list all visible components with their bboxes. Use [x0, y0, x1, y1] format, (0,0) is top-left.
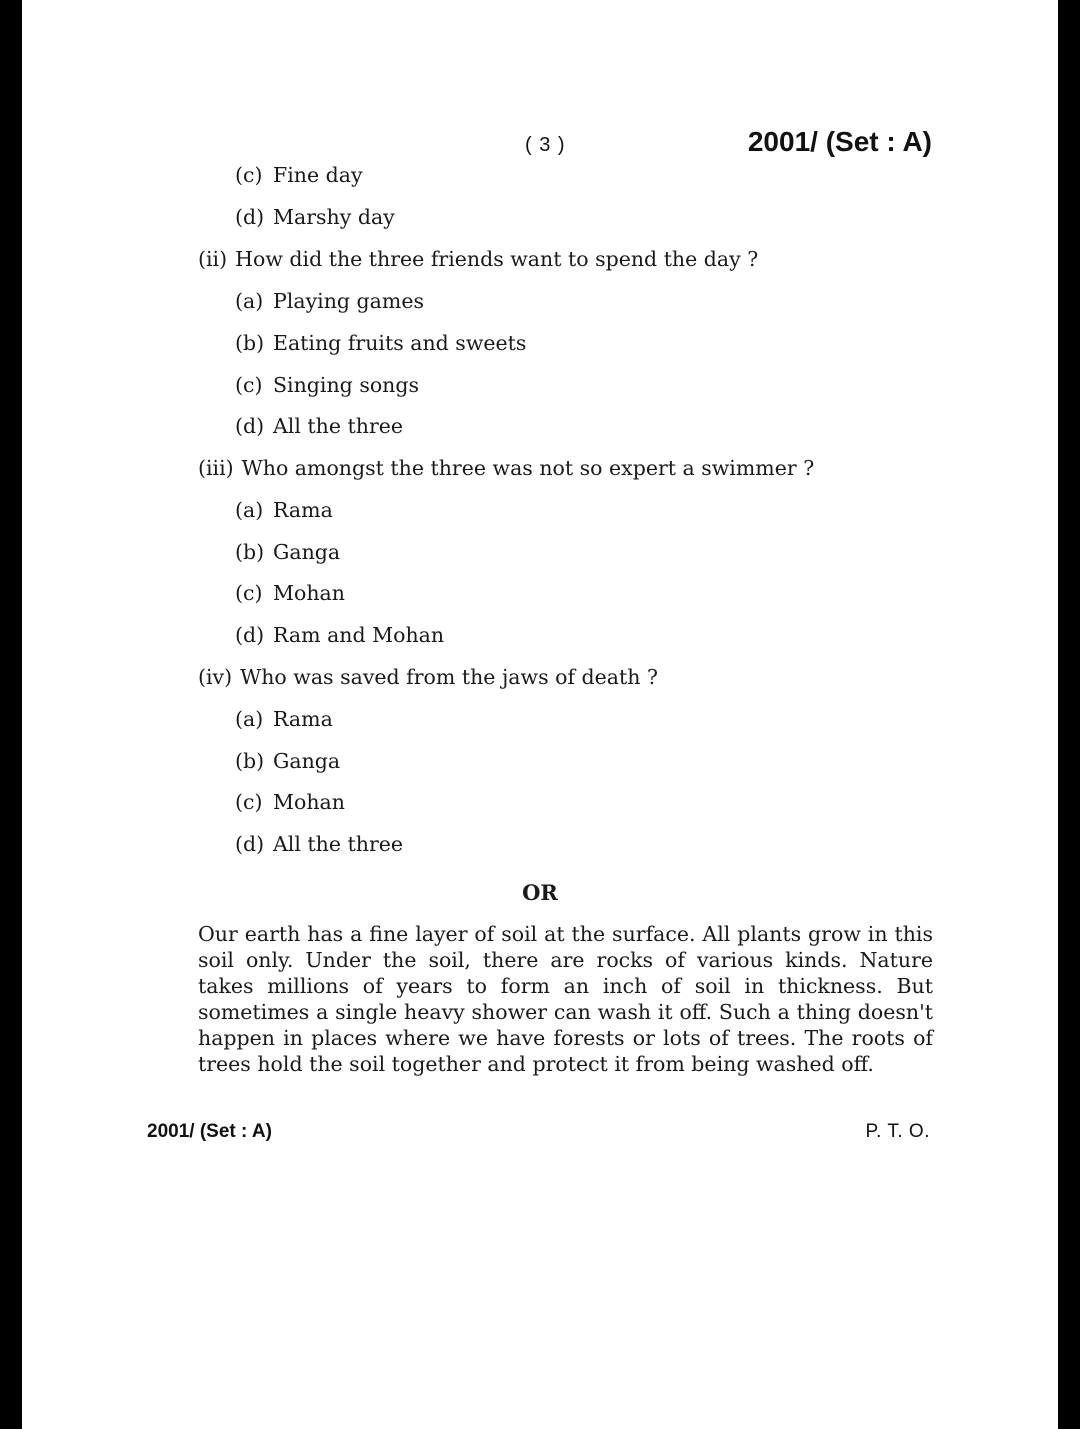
option-label: (d)	[235, 623, 265, 647]
option-line	[235, 832, 403, 856]
option-line	[235, 373, 419, 397]
option-text: Rama	[273, 707, 333, 731]
option-line	[235, 498, 333, 522]
option-text: All the three	[273, 414, 404, 438]
footer-set-code: 2001/ (Set : A)	[147, 1121, 272, 1142]
option-text: Ganga	[273, 540, 341, 564]
pto-label: P. T. O.	[865, 1121, 930, 1142]
option-label: (a)	[235, 498, 264, 522]
option-text: Marshy day	[273, 205, 395, 229]
question-label: (ii)	[198, 247, 228, 271]
option-label: (c)	[235, 581, 263, 605]
question-text: Who amongst the three was not so expert a swimmer ?	[241, 456, 815, 480]
option-label: (c)	[235, 373, 263, 397]
option-line	[235, 205, 395, 229]
option-text: Mohan	[273, 581, 345, 605]
option-text: All the three	[273, 832, 404, 856]
option-label: (d)	[235, 205, 265, 229]
option-label: (a)	[235, 289, 264, 313]
or-divider: OR	[522, 880, 558, 905]
option-label: (b)	[235, 749, 265, 773]
option-line	[235, 540, 340, 564]
option-text: Mohan	[273, 790, 345, 814]
option-text: Ram and Mohan	[273, 623, 445, 647]
header-set-code: 2001/ (Set : A)	[747, 126, 932, 157]
option-line	[235, 331, 526, 355]
option-line	[235, 749, 340, 773]
option-line	[235, 623, 444, 647]
option-line	[235, 581, 345, 605]
option-text: Ganga	[273, 749, 341, 773]
option-label: (b)	[235, 540, 265, 564]
option-text: Fine day	[273, 163, 363, 187]
option-line	[235, 414, 403, 438]
option-line	[235, 163, 363, 187]
option-label: (c)	[235, 790, 263, 814]
question-text: Who was saved from the jaws of death ?	[240, 665, 658, 689]
option-label: (b)	[235, 331, 265, 355]
document-page	[22, 0, 1058, 1429]
option-text: Eating fruits and sweets	[273, 331, 527, 355]
question-label: (iv)	[198, 665, 233, 689]
option-label: (d)	[235, 832, 265, 856]
question-line	[198, 456, 814, 480]
option-text: Rama	[273, 498, 333, 522]
option-line	[235, 790, 345, 814]
option-line	[235, 289, 424, 313]
question-label: (iii)	[198, 456, 234, 480]
option-label: (a)	[235, 707, 264, 731]
option-label: (d)	[235, 414, 265, 438]
option-label: (c)	[235, 163, 263, 187]
question-line	[198, 665, 658, 689]
question-line	[198, 247, 758, 271]
question-text: How did the three friends want to spend the day ?	[235, 247, 759, 271]
option-line	[235, 707, 333, 731]
page-number: ( 3 )	[525, 134, 566, 156]
option-text: Playing games	[273, 289, 424, 313]
option-text: Singing songs	[273, 373, 420, 397]
passage-paragraph: Our earth has a fine layer of soil at the surface. All plants grow in this soil only. Under the soil, there are rocks of various kinds. Nature takes millions of years to form an inch of soil in thickness. But sometimes a single heavy shower can wash it off. Such a thing doesn't happen in places where we have forests or lots of trees. The roots of trees hold the soil together and protect it from being washed off.	[198, 922, 933, 1076]
